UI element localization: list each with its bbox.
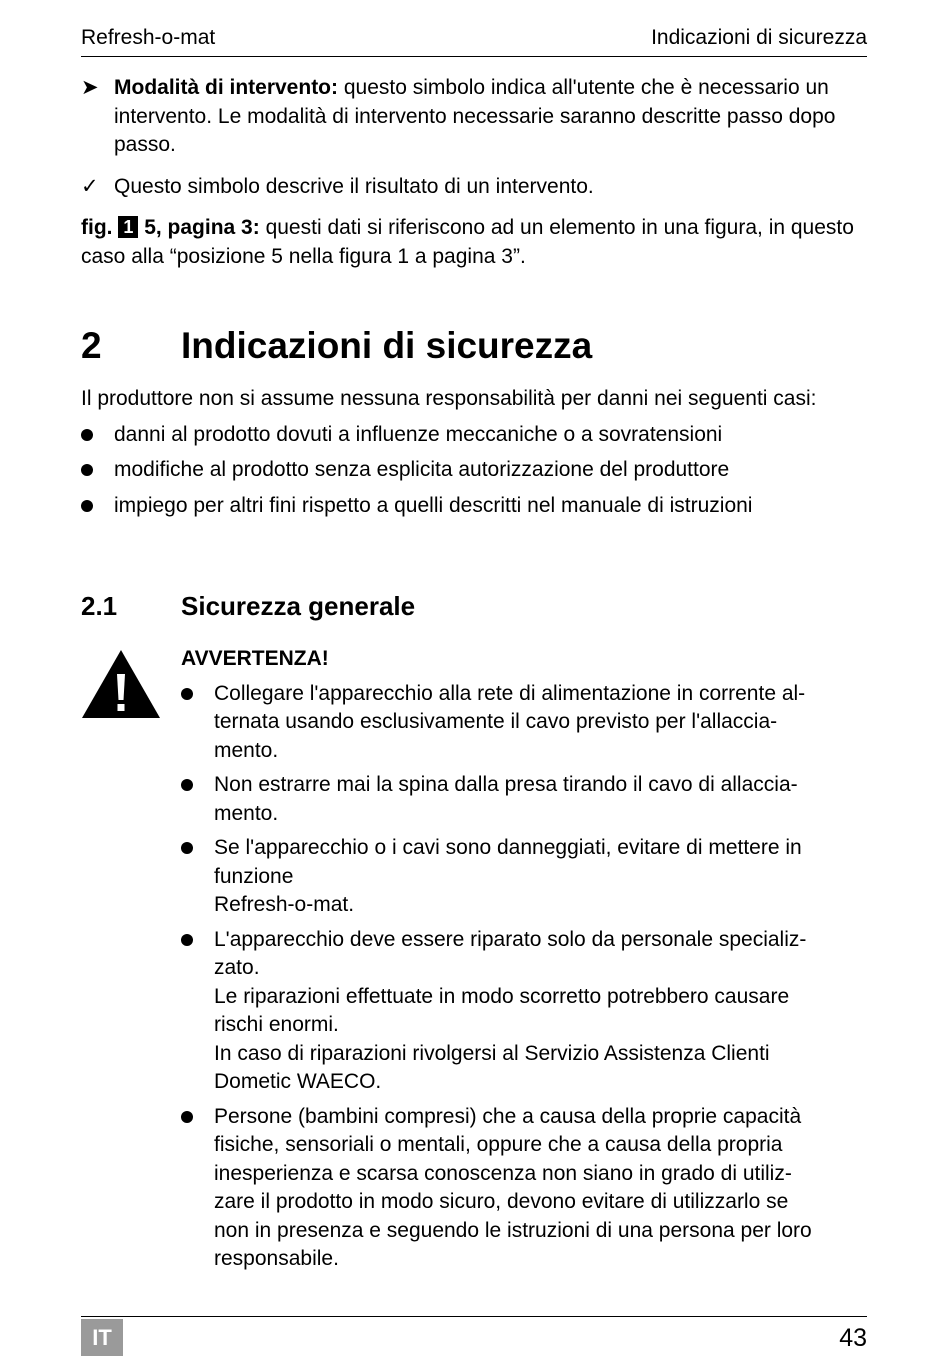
bullet-icon <box>81 464 93 476</box>
list-item: danni al prodotto dovuti a influenze meccaniche o a sovratensioni <box>81 421 867 450</box>
warning-title: AVVERTENZA! <box>181 647 329 670</box>
warning-block <box>181 645 867 1280</box>
section-title: Indicazioni di sicurezza <box>181 325 593 366</box>
result-line <box>81 173 867 202</box>
fig-label: fig. <box>81 216 113 239</box>
bullet-icon <box>81 429 93 441</box>
header-chapter: Indicazioni di sicurezza <box>651 26 867 49</box>
page-header <box>81 24 867 57</box>
subsection-number: 2.1 <box>81 591 118 621</box>
fig-text: questi dati si riferiscono ad un elemento in una figura, in questo caso alla “posizione 5 nella figura 1 a pagina 3”. <box>81 216 854 268</box>
warning-item: Non estrarre mai la spina dalla presa tirando il cavo di allaccia- mento. <box>181 771 867 828</box>
warning-triangle-icon <box>81 648 161 720</box>
manual-page <box>81 0 867 1362</box>
step-text: questo simbolo indica all'utente che è necessario un intervento. Le modalità di intervento necessarie saranno descritte passo dopo passo. <box>114 76 836 156</box>
warning-item: L'apparecchio deve essere riparato solo da personale specializ- zato. Le riparazioni effettuate in modo scorretto potrebbero causare rischi enormi. In caso di riparazioni rivolgersi al Servizio Assistenza Clienti Dometic WAECO. <box>181 926 867 1097</box>
page-number: 43 <box>839 1324 867 1352</box>
result-text: Questo simbolo descrive il risultato di un intervento. <box>114 174 594 198</box>
subsection-title: Sicurezza generale <box>181 591 416 621</box>
warning-list <box>181 680 867 1274</box>
bullet-icon <box>181 1111 193 1123</box>
bullet-icon <box>181 779 193 791</box>
footer-rule <box>81 1316 867 1317</box>
step-instruction <box>81 74 867 160</box>
bullet-icon <box>181 688 193 700</box>
bullet-icon <box>181 934 193 946</box>
warning-item: Persone (bambini compresi) che a causa della proprie capacità fisiche, sensoriali o mentali, oppure che a causa della propria inesperienza e scarsa conoscenza non siano in grado di utiliz- zare il prodotto in modo sicuro, devono evitare di utilizzarlo se non in presenza e seguendo le istruzioni di una persona per loro responsabile. <box>181 1103 867 1274</box>
section-body <box>81 385 867 520</box>
section-intro: Il produttore non si assume nessuna responsabilità per danni nei seguenti casi: <box>81 387 817 410</box>
fig-number-box: 1 <box>118 216 138 238</box>
bullet-icon <box>81 500 93 512</box>
figure-reference <box>81 214 867 271</box>
section-number: 2 <box>81 325 102 366</box>
arrow-icon: ➤ <box>81 76 99 99</box>
step-label: Modalità di intervento: <box>114 76 339 99</box>
list-item: modifiche al prodotto senza esplicita autorizzazione del produttore <box>81 456 867 485</box>
language-badge: IT <box>81 1319 123 1356</box>
warning-item: Se l'apparecchio o i cavi sono danneggiati, evitare di mettere in funzione Refresh-o-mat. <box>181 834 867 920</box>
check-icon: ✓ <box>81 174 99 198</box>
intro-block <box>81 74 867 271</box>
list-item: impiego per altri fini rispetto a quelli descritti nel manuale di istruzioni <box>81 492 867 521</box>
bullet-icon <box>181 842 193 854</box>
liability-list <box>81 421 867 521</box>
fig-ref: 5, pagina 3: <box>138 216 260 239</box>
warning-item: Collegare l'apparecchio alla rete di alimentazione in corrente al- ternata usando esclusivamente il cavo previsto per l'allaccia- mento. <box>181 680 867 766</box>
header-product: Refresh-o-mat <box>81 26 216 49</box>
